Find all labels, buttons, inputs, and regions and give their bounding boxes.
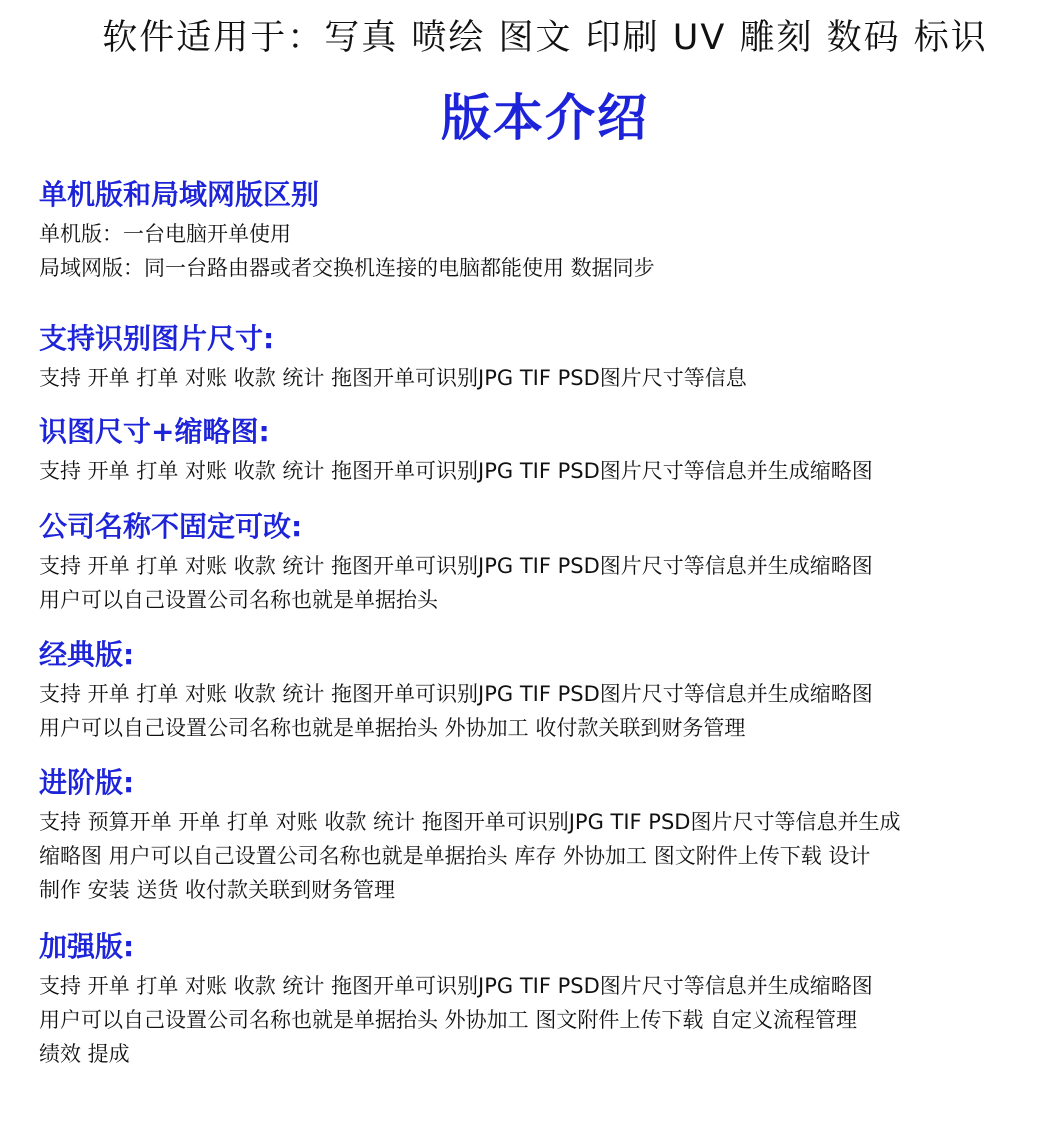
section-image-size-recognition (39, 319, 1051, 395)
body-line: 支持 开单 打单 对账 收款 统计 拖图开单可识别JPG TIF PSD图片尺寸等信息并生成缩略图 (39, 682, 873, 706)
section-standalone-vs-lan (39, 175, 1051, 285)
applicable-industries-headline: 软件适用于：写真 喷绘 图文 印刷 UV 雕刻 数码 标识 (102, 18, 988, 58)
section-heading: 公司名称不固定可改: (39, 510, 303, 543)
page-title: 版本介绍 (441, 89, 649, 147)
body-line: 局域网版：同一台路由器或者交换机连接的电脑都能使用 数据同步 (39, 256, 655, 280)
section-editable-company-name (39, 507, 1051, 617)
body-line: 用户可以自己设置公司名称也就是单据抬头 外协加工 收付款关联到财务管理 (39, 716, 746, 740)
section-heading: 识图尺寸+缩略图: (39, 415, 270, 448)
body-line: 用户可以自己设置公司名称也就是单据抬头 (39, 588, 438, 612)
section-heading: 进阶版: (39, 766, 135, 799)
section-enhanced-edition (39, 927, 1051, 1071)
section-body (39, 677, 1051, 745)
body-line: 支持 开单 打单 对账 收款 统计 拖图开单可识别JPG TIF PSD图片尺寸等信息 (39, 366, 747, 390)
body-line: 支持 开单 打单 对账 收款 统计 拖图开单可识别JPG TIF PSD图片尺寸等信息并生成缩略图 (39, 459, 873, 483)
section-body (39, 969, 1051, 1071)
version-list (39, 175, 1051, 1071)
section-classic-edition (39, 635, 1051, 745)
section-heading: 支持识别图片尺寸: (39, 322, 275, 355)
body-line: 支持 预算开单 开单 打单 对账 收款 统计 拖图开单可识别JPG TIF PSD图片尺寸等信息并生成 (39, 810, 901, 834)
section-body (39, 549, 1051, 617)
body-line: 支持 开单 打单 对账 收款 统计 拖图开单可识别JPG TIF PSD图片尺寸等信息并生成缩略图 (39, 554, 873, 578)
body-line: 制作 安装 送货 收付款关联到财务管理 (39, 878, 396, 902)
section-body (39, 217, 1051, 285)
body-line: 单机版：一台电脑开单使用 (39, 222, 291, 246)
section-body (39, 454, 1051, 488)
section-size-and-thumbnail (39, 412, 1051, 488)
body-line: 支持 开单 打单 对账 收款 统计 拖图开单可识别JPG TIF PSD图片尺寸等信息并生成缩略图 (39, 974, 873, 998)
section-body (39, 805, 1051, 907)
body-line: 绩效 提成 (39, 1042, 130, 1066)
section-advanced-edition (39, 763, 1051, 907)
section-heading: 加强版: (39, 930, 135, 963)
section-heading: 经典版: (39, 638, 135, 671)
body-line: 缩略图 用户可以自己设置公司名称也就是单据抬头 库存 外协加工 图文附件上传下载 设计 (39, 844, 871, 868)
section-body (39, 361, 1051, 395)
section-heading: 单机版和局域网版区别 (39, 178, 320, 211)
body-line: 用户可以自己设置公司名称也就是单据抬头 外协加工 图文附件上传下载 自定义流程管理 (39, 1008, 858, 1032)
